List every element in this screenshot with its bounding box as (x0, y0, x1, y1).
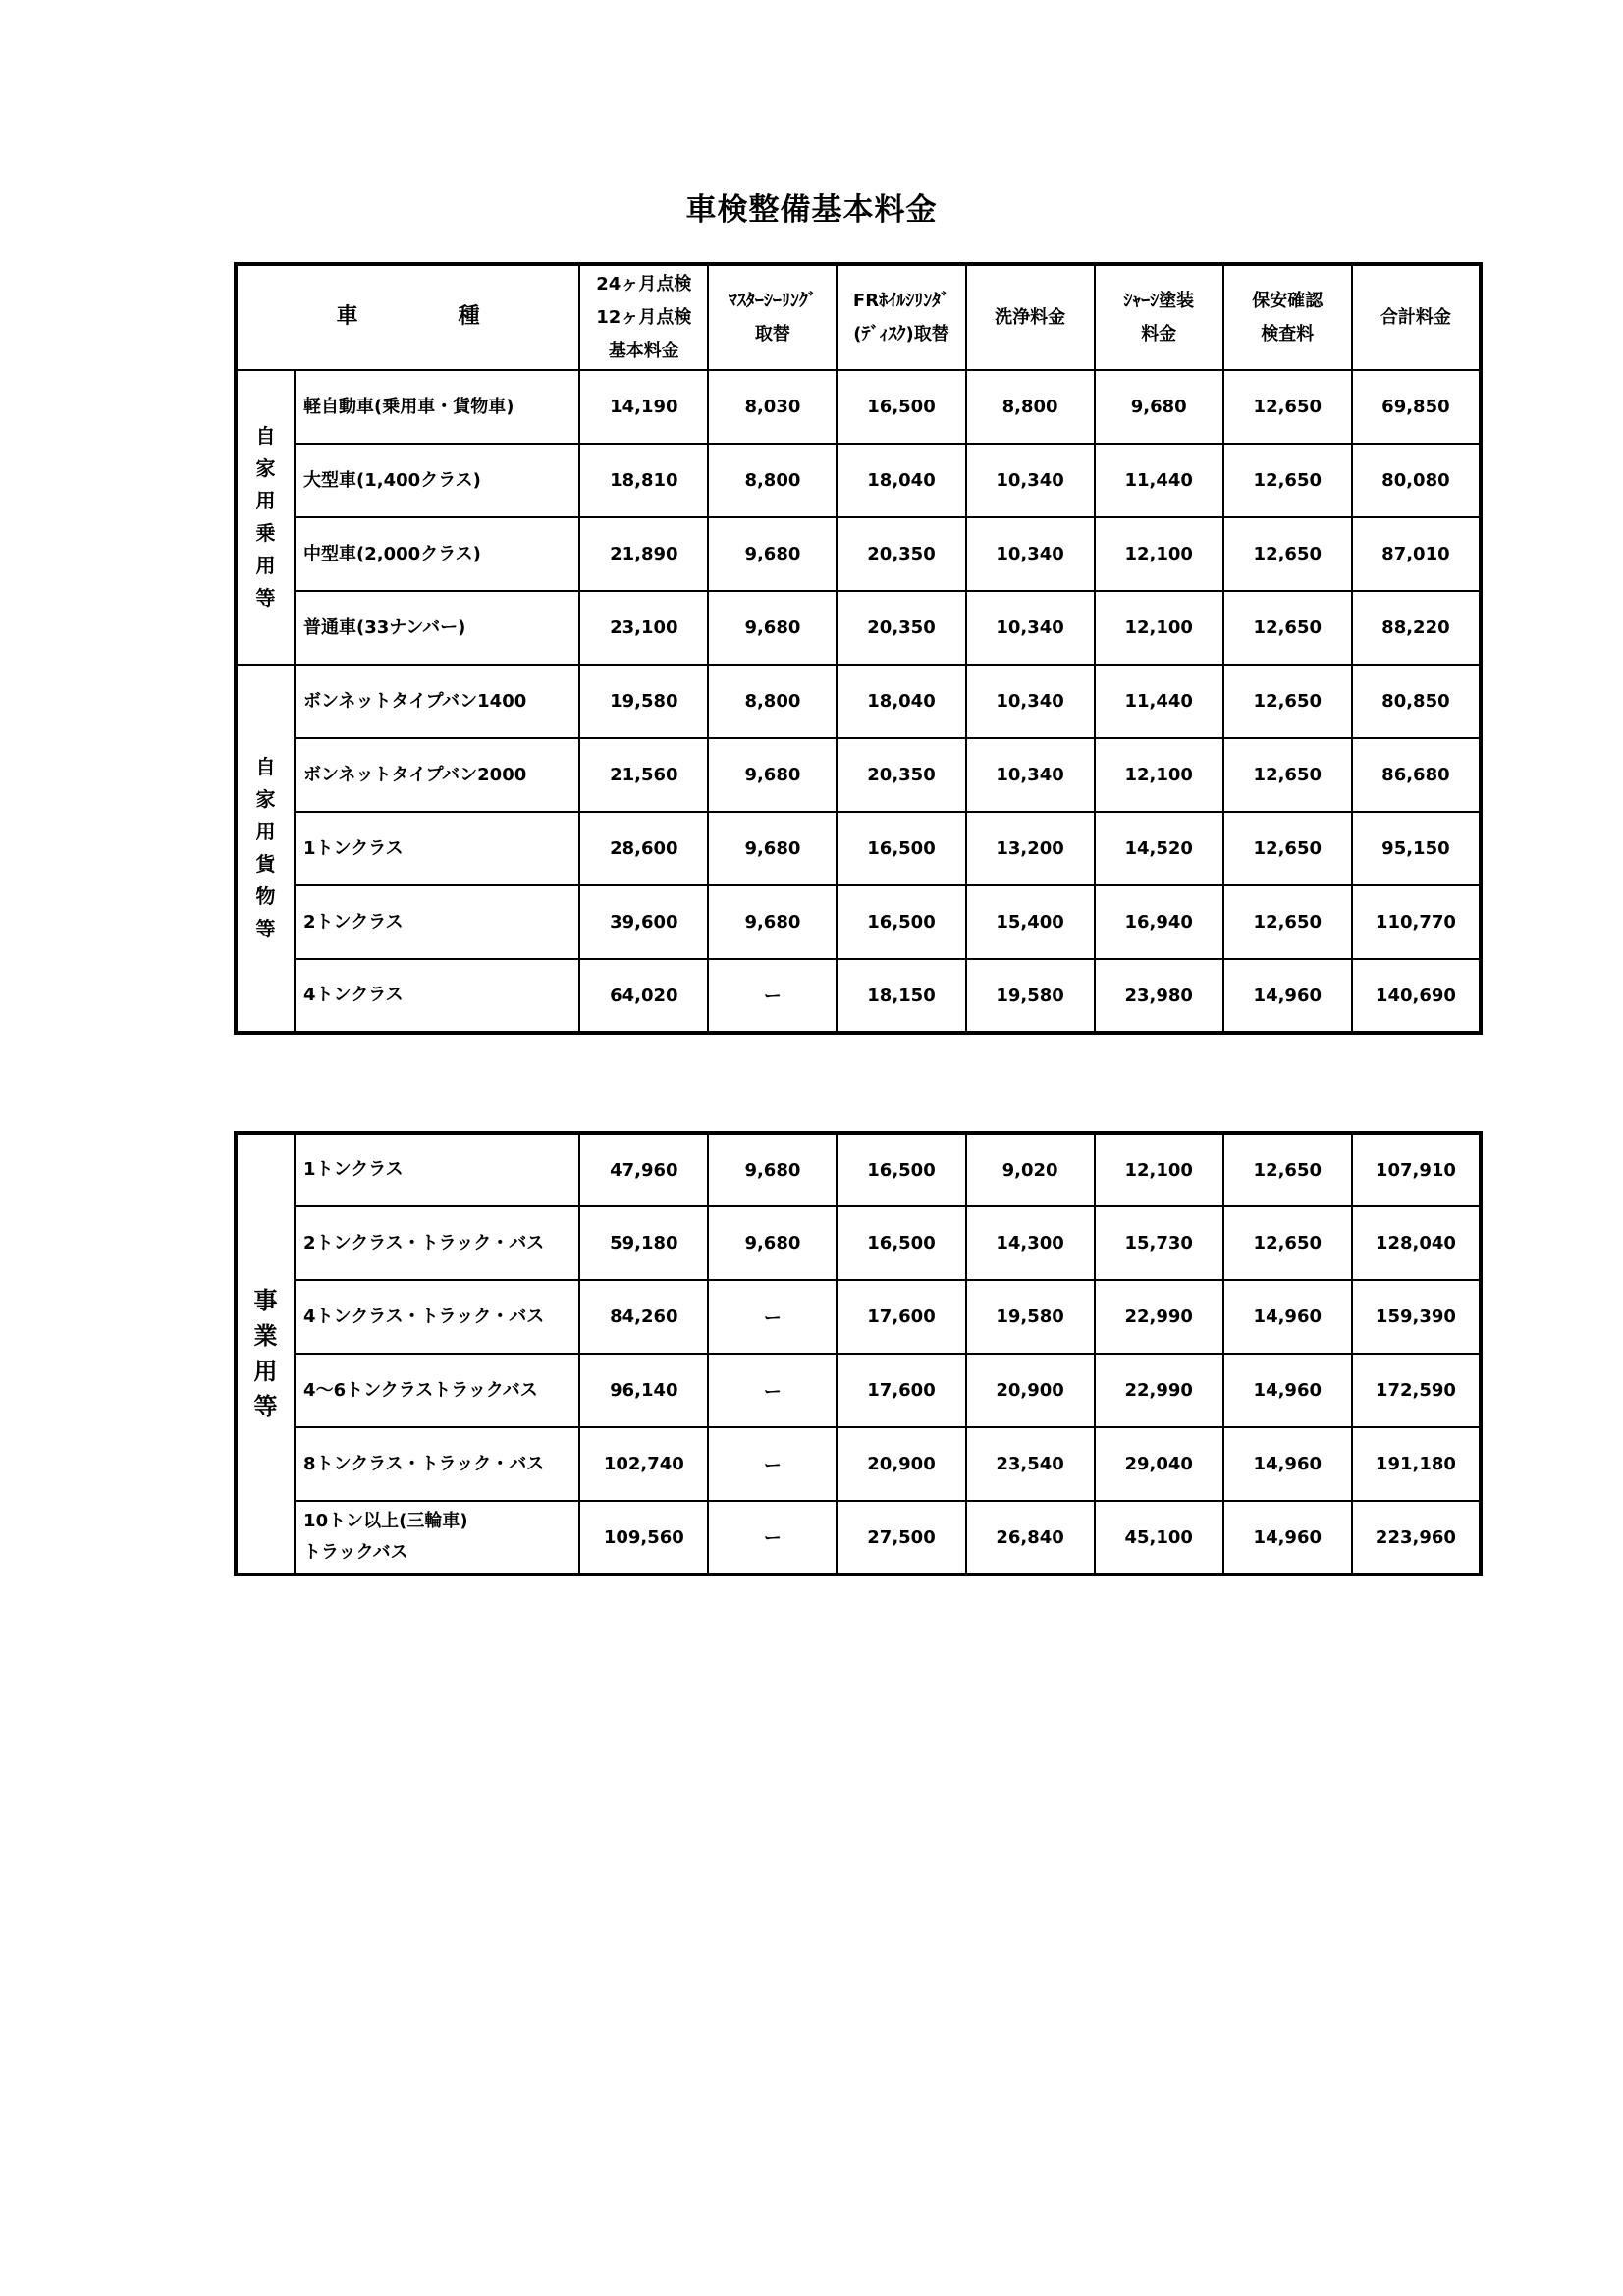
fee-cell: 9,020 (966, 1133, 1095, 1206)
fee-cell: 9,680 (708, 812, 837, 885)
vehicle-name: 4トンクラス・トラック・バス (295, 1280, 579, 1354)
fee-cell: 11,440 (1095, 665, 1223, 738)
fee-cell: 64,020 (579, 959, 708, 1033)
table-row (236, 959, 1481, 1033)
fee-cell: 12,100 (1095, 1133, 1223, 1206)
fee-cell: 23,540 (966, 1427, 1095, 1501)
fee-cell: 22,990 (1095, 1280, 1223, 1354)
table-row (236, 1280, 1481, 1354)
fee-cell: 12,650 (1223, 444, 1352, 517)
fee-cell: 14,960 (1223, 1354, 1352, 1427)
fee-cell: 8,800 (708, 665, 837, 738)
fee-cell: 23,100 (579, 591, 708, 665)
fee-cell: ー (708, 1280, 837, 1354)
table-row (236, 1133, 1481, 1206)
fee-cell: 27,500 (837, 1501, 965, 1575)
fee-cell: 16,500 (837, 885, 965, 959)
fee-cell: 9,680 (708, 591, 837, 665)
fee-cell: 14,960 (1223, 1427, 1352, 1501)
fee-cell: 20,350 (837, 591, 965, 665)
table-row (236, 370, 1481, 444)
category-label: 事 業 用 等 (236, 1133, 295, 1575)
header-safety-check: 保安確認 検査料 (1223, 264, 1352, 370)
fee-cell: 16,500 (837, 1206, 965, 1280)
fee-cell: 12,100 (1095, 591, 1223, 665)
fee-cell: 223,960 (1352, 1501, 1481, 1575)
fee-cell: 20,350 (837, 517, 965, 591)
fee-cell: 12,650 (1223, 885, 1352, 959)
fee-cell: 9,680 (708, 885, 837, 959)
fee-cell: 29,040 (1095, 1427, 1223, 1501)
fee-cell: 9,680 (708, 1206, 837, 1280)
fee-cell: 19,580 (579, 665, 708, 738)
fee-cell: 172,590 (1352, 1354, 1481, 1427)
fee-table-private (234, 262, 1483, 1035)
fee-cell: 12,650 (1223, 812, 1352, 885)
fee-cell: 16,500 (837, 812, 965, 885)
fee-cell: 69,850 (1352, 370, 1481, 444)
fee-cell: 159,390 (1352, 1280, 1481, 1354)
header-basic-fee: 24ヶ月点検 12ヶ月点検 基本料金 (579, 264, 708, 370)
fee-cell: 16,500 (837, 370, 965, 444)
page-title: 車検整備基本料金 (685, 192, 938, 228)
fee-cell: 86,680 (1352, 738, 1481, 812)
table-row (236, 444, 1481, 517)
table-row (236, 517, 1481, 591)
fee-cell: 45,100 (1095, 1501, 1223, 1575)
fee-cell: ー (708, 1501, 837, 1575)
fee-cell: 191,180 (1352, 1427, 1481, 1501)
table-row (236, 1501, 1481, 1575)
fee-cell: 28,600 (579, 812, 708, 885)
fee-cell: 10,340 (966, 591, 1095, 665)
fee-cell: 10,340 (966, 665, 1095, 738)
fee-cell: 22,990 (1095, 1354, 1223, 1427)
vehicle-name: ボンネットタイプバン1400 (295, 665, 579, 738)
fee-cell: 8,800 (966, 370, 1095, 444)
fee-cell: 39,600 (579, 885, 708, 959)
fee-cell: 19,580 (966, 959, 1095, 1033)
fee-cell: ー (708, 1354, 837, 1427)
vehicle-name: 2トンクラス・トラック・バス (295, 1206, 579, 1280)
fee-cell: 9,680 (708, 517, 837, 591)
fee-cell: 17,600 (837, 1354, 965, 1427)
category-label: 自 家 用 乗 用 等 (236, 370, 295, 665)
fee-cell: 15,730 (1095, 1206, 1223, 1280)
table-row (236, 885, 1481, 959)
fee-cell: 11,440 (1095, 444, 1223, 517)
vehicle-name: 中型車(2,000クラス) (295, 517, 579, 591)
table-row (236, 591, 1481, 665)
table-row (236, 1427, 1481, 1501)
fee-cell: ー (708, 959, 837, 1033)
fee-cell: 87,010 (1352, 517, 1481, 591)
fee-cell: 21,890 (579, 517, 708, 591)
fee-cell: 12,650 (1223, 738, 1352, 812)
vehicle-name: 2トンクラス (295, 885, 579, 959)
fee-cell: 109,560 (579, 1501, 708, 1575)
fee-cell: 23,980 (1095, 959, 1223, 1033)
fee-cell: 20,350 (837, 738, 965, 812)
fee-cell: 8,030 (708, 370, 837, 444)
fee-cell: 12,650 (1223, 1206, 1352, 1280)
header-chassis-paint: ｼｬｰｼ塗装 料金 (1095, 264, 1223, 370)
fee-cell: 9,680 (708, 738, 837, 812)
fee-cell: 12,650 (1223, 591, 1352, 665)
vehicle-name: 4～6トンクラストラックバス (295, 1354, 579, 1427)
fee-cell: 13,200 (966, 812, 1095, 885)
fee-cell: 15,400 (966, 885, 1095, 959)
table-row (236, 665, 1481, 738)
fee-cell: 12,650 (1223, 370, 1352, 444)
fee-cell: 84,260 (579, 1280, 708, 1354)
vehicle-name: 1トンクラス (295, 1133, 579, 1206)
fee-cell: 16,940 (1095, 885, 1223, 959)
fee-cell: 14,960 (1223, 1280, 1352, 1354)
vehicle-name: 1トンクラス (295, 812, 579, 885)
fee-cell: 14,190 (579, 370, 708, 444)
table-row (236, 1354, 1481, 1427)
table-row (236, 1206, 1481, 1280)
vehicle-name: 大型車(1,400クラス) (295, 444, 579, 517)
vehicle-name: 10トン以上(三輪車) トラックバス (295, 1501, 579, 1575)
fee-cell: 9,680 (1095, 370, 1223, 444)
header-wash-fee: 洗浄料金 (966, 264, 1095, 370)
fee-cell: 16,500 (837, 1133, 965, 1206)
fee-cell: 12,100 (1095, 517, 1223, 591)
fee-table-commercial (234, 1131, 1483, 1576)
fee-cell: 18,040 (837, 665, 965, 738)
fee-cell: 10,340 (966, 444, 1095, 517)
fee-cell: 19,580 (966, 1280, 1095, 1354)
fee-cell: 20,900 (837, 1427, 965, 1501)
vehicle-name: ボンネットタイプバン2000 (295, 738, 579, 812)
fee-cell: 10,340 (966, 738, 1095, 812)
fee-cell: 12,650 (1223, 665, 1352, 738)
vehicle-name: 4トンクラス (295, 959, 579, 1033)
fee-cell: 107,910 (1352, 1133, 1481, 1206)
fee-cell: 110,770 (1352, 885, 1481, 959)
fee-cell: 26,840 (966, 1501, 1095, 1575)
fee-cell: 59,180 (579, 1206, 708, 1280)
vehicle-name: 普通車(33ナンバー) (295, 591, 579, 665)
header-row (236, 264, 1481, 370)
category-label: 自 家 用 貨 物 等 (236, 665, 295, 1033)
fee-cell: 8,800 (708, 444, 837, 517)
header-total-fee: 合計料金 (1352, 264, 1481, 370)
fee-cell: 20,900 (966, 1354, 1095, 1427)
fee-cell: 12,650 (1223, 1133, 1352, 1206)
fee-cell: 96,140 (579, 1354, 708, 1427)
fee-cell: 95,150 (1352, 812, 1481, 885)
fee-cell: 14,520 (1095, 812, 1223, 885)
fee-cell: 47,960 (579, 1133, 708, 1206)
fee-cell: 12,100 (1095, 738, 1223, 812)
fee-cell: 14,960 (1223, 1501, 1352, 1575)
fee-cell: 21,560 (579, 738, 708, 812)
vehicle-name: 軽自動車(乗用車・貨物車) (295, 370, 579, 444)
fee-cell: 14,960 (1223, 959, 1352, 1033)
fee-cell: 80,080 (1352, 444, 1481, 517)
fee-cell: 102,740 (579, 1427, 708, 1501)
fee-cell: 9,680 (708, 1133, 837, 1206)
header-vehicle-type: 車 種 (236, 264, 579, 370)
fee-cell: 17,600 (837, 1280, 965, 1354)
fee-cell: 10,340 (966, 517, 1095, 591)
fee-cell: 80,850 (1352, 665, 1481, 738)
fee-cell: 18,810 (579, 444, 708, 517)
fee-cell: ー (708, 1427, 837, 1501)
table-row (236, 738, 1481, 812)
fee-cell: 18,150 (837, 959, 965, 1033)
header-master-sealing: ﾏｽﾀｰｼｰﾘﾝｸﾞ 取替 (708, 264, 837, 370)
fee-cell: 14,300 (966, 1206, 1095, 1280)
fee-cell: 88,220 (1352, 591, 1481, 665)
fee-cell: 128,040 (1352, 1206, 1481, 1280)
fee-cell: 140,690 (1352, 959, 1481, 1033)
header-fr-wheel-cylinder: FRﾎｲﾙｼﾘﾝﾀﾞ (ﾃﾞｨｽｸ)取替 (837, 264, 965, 370)
vehicle-name: 8トンクラス・トラック・バス (295, 1427, 579, 1501)
fee-cell: 18,040 (837, 444, 965, 517)
fee-cell: 12,650 (1223, 517, 1352, 591)
table-row (236, 812, 1481, 885)
